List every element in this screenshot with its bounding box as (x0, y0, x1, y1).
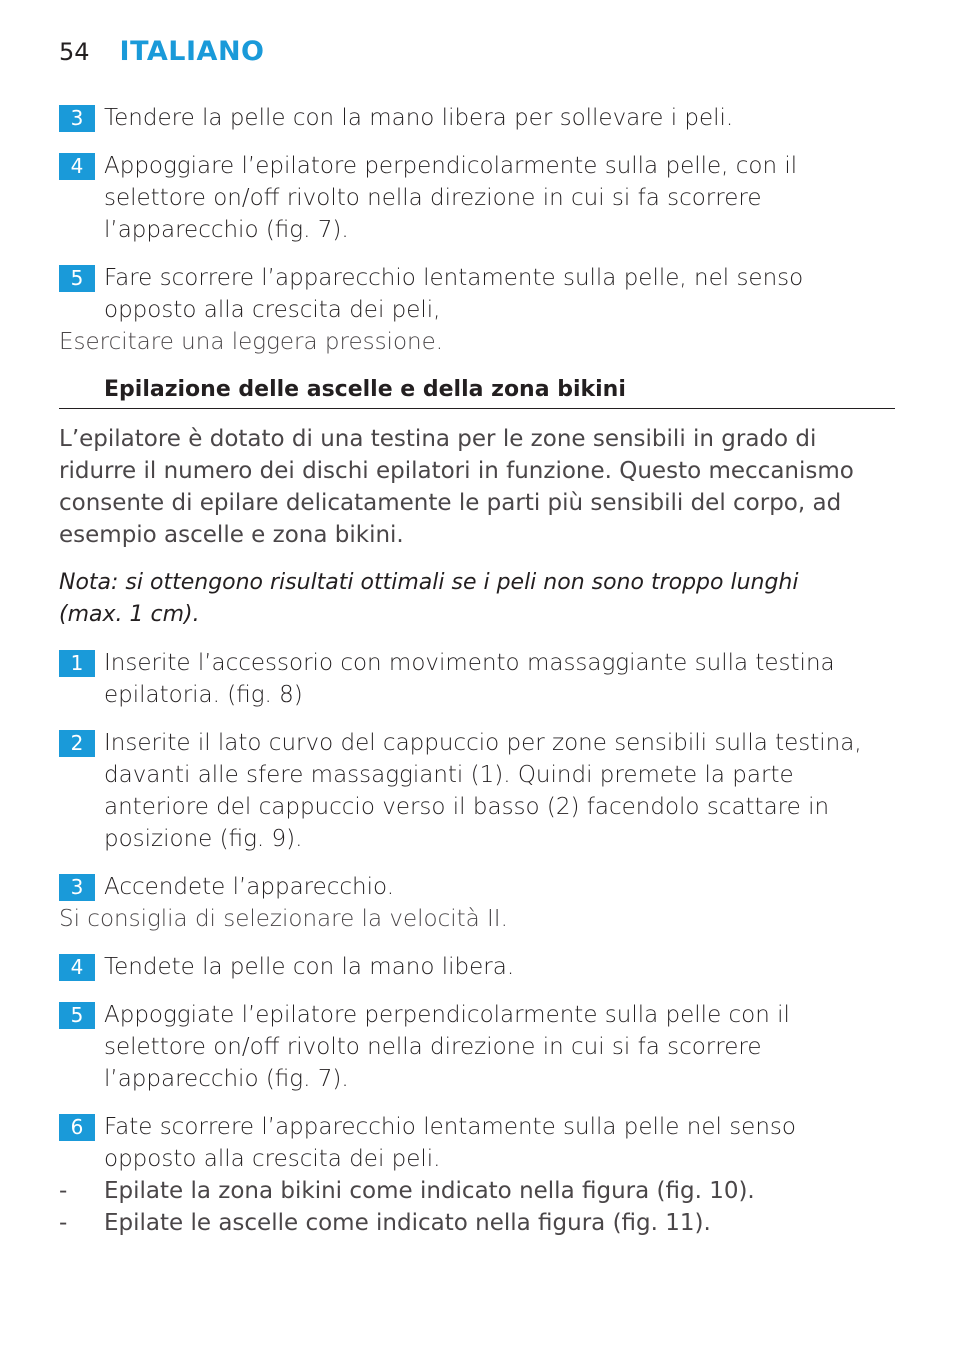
bullet-list (59, 1175, 895, 1239)
step-item (59, 999, 895, 1095)
bullet-dash: - (59, 1178, 68, 1204)
page-content (59, 102, 895, 1239)
step-number-badge: 5 (59, 265, 95, 292)
step-item (59, 727, 895, 855)
step-number-badge: 1 (59, 650, 95, 677)
section-heading: Epilazione delle ascelle e della zona bikini (59, 374, 895, 409)
step-item (59, 647, 895, 711)
page-header (59, 36, 265, 70)
list-item (59, 1175, 895, 1207)
step-text: Tendete la pelle con la mano libera. (104, 954, 515, 980)
bullet-dash: - (59, 1210, 68, 1236)
step-number-badge: 6 (59, 1114, 95, 1141)
step-item (59, 262, 895, 326)
step-number-badge: 2 (59, 730, 95, 757)
step-item (59, 1111, 895, 1175)
step-text: Accendete l’apparecchio. (104, 874, 395, 900)
list-item (59, 1207, 895, 1239)
bullet-text: Epilate la zona bikini come indicato nella figura (fig. 10). (104, 1178, 755, 1204)
step-text: Inserite il lato curvo del cappuccio per zone sensibili sulla testina, davanti alle sfere massaggianti (1). Quindi premete la parte anteriore del cappuccio verso il basso (2) facendolo scattare in posizione (fig. 9). (104, 730, 862, 852)
bullet-text: Epilate le ascelle come indicato nella figura (fig. 11). (104, 1210, 711, 1236)
step-text: Fate scorrere l’apparecchio lentamente sulla pelle nel senso opposto alla crescita dei peli. (104, 1114, 796, 1172)
step-note: Esercitare una leggera pressione. (59, 329, 444, 355)
step-number-badge: 4 (59, 954, 95, 981)
step-item (59, 102, 895, 134)
step-text: Inserite l’accessorio con movimento massaggiante sulla testina epilatoria. (fig. 8) (104, 650, 835, 708)
language-title: ITALIANO (119, 36, 265, 67)
step-number-badge: 4 (59, 153, 95, 180)
step-item (59, 951, 895, 983)
step-note: Si consiglia di selezionare la velocità II. (59, 906, 508, 932)
intro-paragraph: L’epilatore è dotato di una testina per le zone sensibili in grado di ridurre il numero dei dischi epilatori in funzione. Questo meccanismo consente di epilare delicatamente le parti più sensibili del corpo, ad esempio ascelle e zona bikini. (59, 426, 854, 548)
note-text: Nota: si ottengono risultati ottimali se i peli non sono troppo lunghi (max. 1 cm). (59, 570, 799, 627)
step-text: Appoggiare l’epilatore perpendicolarmente sulla pelle, con il selettore on/off rivolto nella direzione in cui si fa scorrere l’apparecchio (fig. 7). (104, 153, 798, 243)
step-text: Fare scorrere l’apparecchio lentamente sulla pelle, nel senso opposto alla crescita dei peli, (104, 265, 804, 323)
step-number-badge: 3 (59, 105, 95, 132)
step-text: Appoggiate l’epilatore perpendicolarmente sulla pelle con il selettore on/off rivolto nella direzione in cui si fa scorrere l’apparecchio (fig. 7). (104, 1002, 790, 1092)
step-number-badge: 5 (59, 1002, 95, 1029)
page-number: 54 (59, 38, 90, 66)
step-text: Tendere la pelle con la mano libera per sollevare i peli. (104, 105, 734, 131)
step-item (59, 150, 895, 246)
step-item (59, 871, 895, 903)
step-number-badge: 3 (59, 874, 95, 901)
